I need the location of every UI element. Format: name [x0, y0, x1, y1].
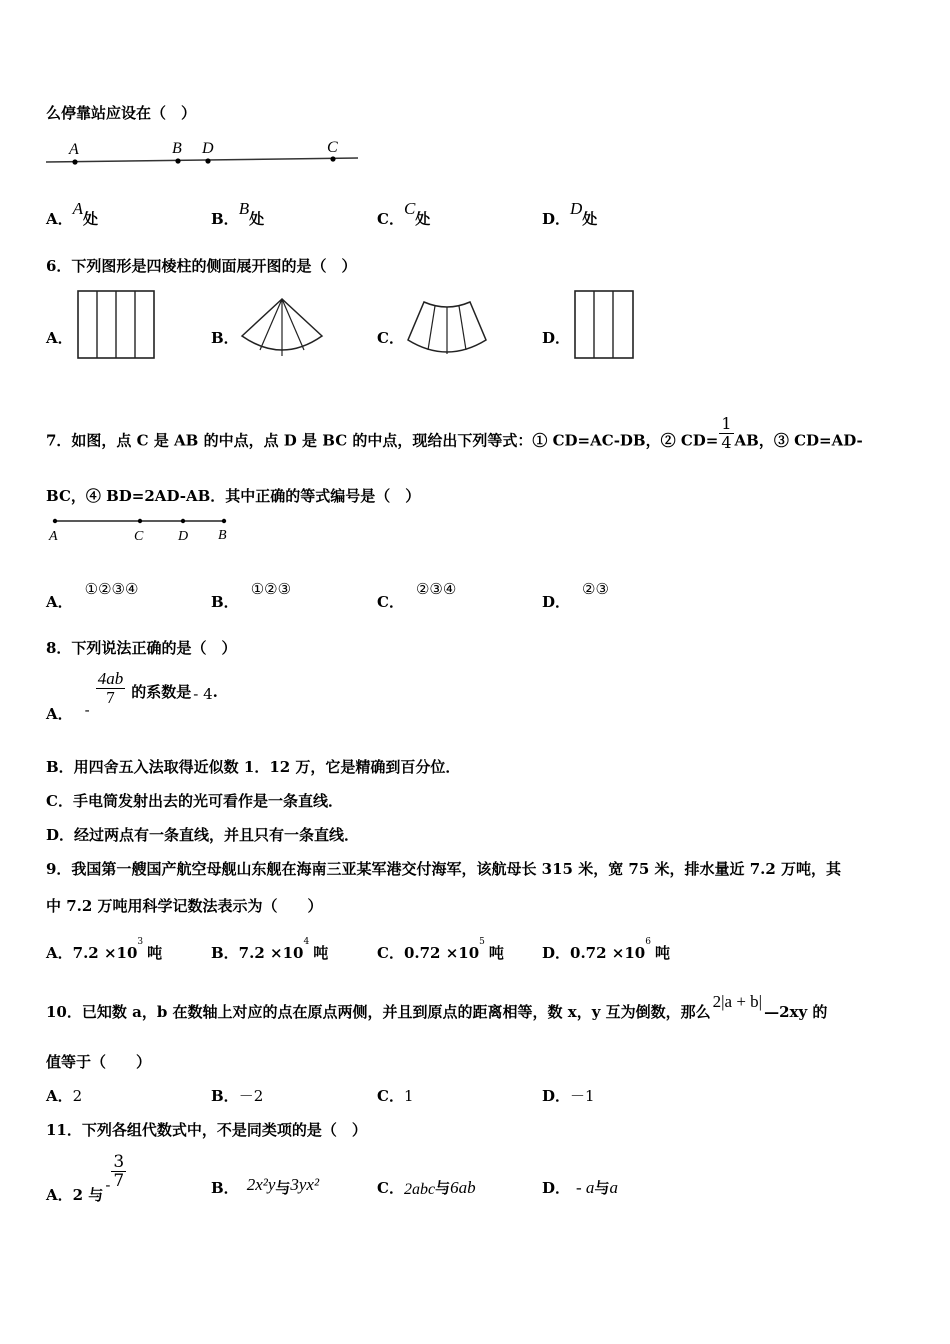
q8-option-a-end: . [212, 682, 218, 701]
q7-option-b-value: ①②③ [250, 580, 292, 598]
q7-stem-part1: 7．如图，点 C 是 AB 的中点，点 D 是 BC 的中点，现给出下列等式：① CD=AC-DB，② CD= [46, 431, 719, 450]
q8-option-a-label: A． [46, 704, 73, 723]
q6-stem: 6．下列图形是四棱柱的侧面展开图的是（ ） [46, 257, 357, 275]
q10-stem-part2: —2xy 的 [764, 1003, 828, 1021]
q8-option-a-tail: 的系数是 [131, 682, 192, 701]
q11-option-d[interactable] [542, 1177, 618, 1198]
q7-point-a [53, 519, 57, 523]
q11-option-b-mid: 与 [275, 1179, 291, 1197]
q9-option-b-unit: 吨 [313, 944, 329, 962]
q7-fraction-num: 1 [721, 414, 732, 433]
q9-option-c-exp: 5 [479, 937, 485, 947]
q11-option-a-num: 3 [113, 1152, 125, 1172]
q7-stem-line2: BC，④ BD=2AD-AB．其中正确的等式编号是（ ） [46, 487, 421, 505]
q5-stem: 么停靠站应设在（ ） [46, 104, 197, 122]
q11-option-a-label: A．2 与 [46, 1185, 104, 1204]
q5-label-c: C [327, 139, 338, 156]
q7-label-c: C [134, 529, 144, 544]
q9-option-c-label: C．0.72 ×10 [377, 944, 480, 962]
q9-option-d-exp: 6 [645, 937, 651, 947]
q7-label-a: A [49, 529, 58, 544]
q10-option-b-value: －2 [238, 1087, 264, 1105]
q7-option-d[interactable] [542, 580, 609, 612]
q7-stem-line1 [46, 414, 863, 460]
q7-option-a[interactable] [46, 580, 139, 612]
q10-option-a-value: 2 [72, 1087, 83, 1105]
q9-option-a-exp: 3 [137, 937, 144, 947]
q10-option-d-value: －1 [570, 1087, 595, 1105]
q5-point-b [175, 158, 180, 163]
q6-option-c-figure[interactable] [404, 294, 490, 360]
q5-option-b-tail: 处 [249, 210, 265, 228]
q5-label-a: A [69, 141, 79, 158]
q6-option-a-figure[interactable] [76, 288, 158, 362]
q10-stem-line2: 值等于（ ） [46, 1053, 152, 1071]
q8-option-a-sign: - [84, 700, 90, 719]
q11-option-c-left: 2abc [403, 1181, 436, 1198]
q9-option-d[interactable] [542, 937, 670, 963]
q5-number-line [40, 132, 370, 172]
q5-line [46, 158, 358, 162]
q10-expression: 2|a + b| [712, 992, 763, 1011]
q5-point-c [330, 156, 335, 161]
q10-option-c-value: 1 [403, 1087, 414, 1105]
q6-option-a-label[interactable]: A． [46, 329, 73, 347]
q7-option-d-label: D． [542, 593, 571, 611]
q5-option-b-var: B [238, 199, 250, 218]
q5-label-b: B [172, 140, 182, 157]
q9-option-b-exp: 4 [303, 937, 310, 947]
q11-option-d-mid: 与 [594, 1179, 610, 1197]
q5-label-d: D [202, 140, 214, 157]
q11-option-a-den: 7 [113, 1171, 125, 1191]
q6-option-d-label[interactable]: D． [542, 329, 571, 347]
q5-option-c-tail: 处 [415, 210, 431, 228]
q8-option-c[interactable]: C．手电筒发射出去的光可看作是一条直线． [46, 792, 343, 810]
q5-option-c-var: C [403, 199, 416, 218]
q11-option-b-left: 2x²y [246, 1175, 276, 1194]
q8-stem: 8．下列说法正确的是（ ） [46, 639, 237, 657]
q6-option-b-label[interactable]: B． [211, 329, 239, 347]
q5-option-d-tail: 处 [582, 210, 598, 228]
q7-point-d [181, 519, 185, 523]
q5-option-a-tail: 处 [83, 210, 99, 228]
q9-option-a-unit: 吨 [147, 944, 163, 962]
q11-option-c[interactable] [377, 1177, 476, 1198]
q6-option-b-figure[interactable] [236, 294, 328, 360]
q7-option-c-value: ②③④ [415, 580, 457, 598]
q7-option-c[interactable] [377, 580, 457, 612]
q7-point-c [138, 519, 142, 523]
q11-option-c-right: 6ab [450, 1178, 476, 1197]
q5-option-b[interactable] [211, 199, 265, 229]
q11-option-d-right: a [609, 1178, 618, 1197]
q11-option-c-mid: 与 [435, 1179, 451, 1197]
q7-option-b-label: B． [211, 593, 239, 611]
q7-point-b [222, 519, 226, 523]
q7-option-b[interactable] [211, 580, 292, 612]
q5-option-b-label: B． [211, 210, 239, 228]
q7-stem-part2: AB，③ CD=AD- [734, 431, 863, 450]
q5-point-a [72, 159, 77, 164]
q10-option-a[interactable] [46, 1085, 82, 1106]
q9-stem-line1: 9．我国第一艘国产航空母舰山东舰在海南三亚某军港交付海军，该航母长 315 米，宽 75 米，排水量近 7.2 万吨，其 [46, 860, 842, 878]
q5-option-d[interactable] [542, 199, 598, 229]
q9-option-b[interactable] [211, 937, 329, 963]
q8-option-d[interactable]: D．经过两点有一条直线，并且只有一条直线． [46, 826, 360, 844]
q8-option-a-value: - 4 [193, 684, 213, 703]
q8-option-a[interactable] [46, 669, 218, 723]
q9-option-c-unit: 吨 [488, 944, 504, 962]
q5-point-d [205, 158, 210, 163]
q7-label-d: D [178, 529, 189, 544]
q11-option-d-left: - a [576, 1178, 595, 1197]
q11-option-a-fraction [111, 1153, 126, 1190]
q7-option-a-value: ①②③④ [84, 580, 139, 598]
q7-option-d-value: ②③ [582, 580, 609, 598]
q5-option-d-var: D [570, 199, 583, 218]
q8-option-a-fraction [96, 670, 126, 707]
q11-option-b-label: B． [211, 1179, 239, 1197]
q9-option-a-label: A．7.2 ×10 [46, 944, 138, 962]
q5-option-a-label: A． [46, 210, 73, 228]
q6-option-d-figure[interactable] [573, 288, 637, 362]
q11-option-c-label: C． [377, 1179, 404, 1197]
q10-option-d[interactable] [542, 1085, 595, 1106]
q10-option-a-label: A． [46, 1087, 73, 1105]
q5-option-a[interactable] [46, 199, 99, 229]
q11-stem: 11．下列各组代数式中，不是同类项的是（ ） [46, 1121, 367, 1139]
q7-fraction-den: 4 [721, 433, 732, 452]
q10-option-c-label: C． [377, 1087, 404, 1105]
q10-option-b[interactable] [211, 1085, 263, 1106]
q7-label-b: B [218, 528, 227, 543]
q7-option-a-label: A． [46, 593, 73, 611]
q10-option-b-label: B． [211, 1087, 239, 1105]
q11-option-d-label: D． [542, 1179, 571, 1197]
q5-option-d-label: D． [542, 210, 571, 228]
q5-option-a-var: A [72, 199, 84, 218]
q9-option-b-label: B．7.2 ×10 [211, 944, 304, 962]
q8-option-a-den: 7 [106, 688, 115, 707]
q11-option-a-sign: - [105, 1175, 111, 1194]
q9-stem-line2: 中 7.2 万吨用科学记数法表示为（ ） [46, 897, 323, 915]
q11-option-b[interactable] [211, 1177, 319, 1198]
q10-option-c[interactable] [377, 1085, 414, 1106]
q7-fraction [719, 415, 733, 452]
q7-segment-figure [44, 514, 244, 546]
q10-stem-line1 [46, 992, 828, 1022]
q11-option-a[interactable] [46, 1152, 126, 1204]
q11-option-b-right: 3yx² [290, 1175, 320, 1194]
q8-option-b[interactable]: B．用四舍五入法取得近似数 1．12 万，它是精确到百分位． [46, 758, 461, 776]
q9-option-c[interactable] [377, 937, 504, 963]
q10-option-d-label: D． [542, 1087, 571, 1105]
q5-option-c[interactable] [377, 199, 431, 229]
q7-option-c-label: C． [377, 593, 404, 611]
q5-option-c-label: C． [377, 210, 404, 228]
q8-option-a-num: 4ab [97, 669, 124, 688]
q9-option-d-label: D．0.72 ×10 [542, 944, 646, 962]
q10-stem-part1: 10．已知数 a，b 在数轴上对应的点在原点两侧，并且到原点的距离相等，数 x，y 互为倒数，那么 [46, 1003, 711, 1021]
q9-option-a[interactable] [46, 937, 163, 963]
q6-option-c-label[interactable]: C． [377, 329, 404, 347]
q9-option-d-unit: 吨 [654, 944, 670, 962]
